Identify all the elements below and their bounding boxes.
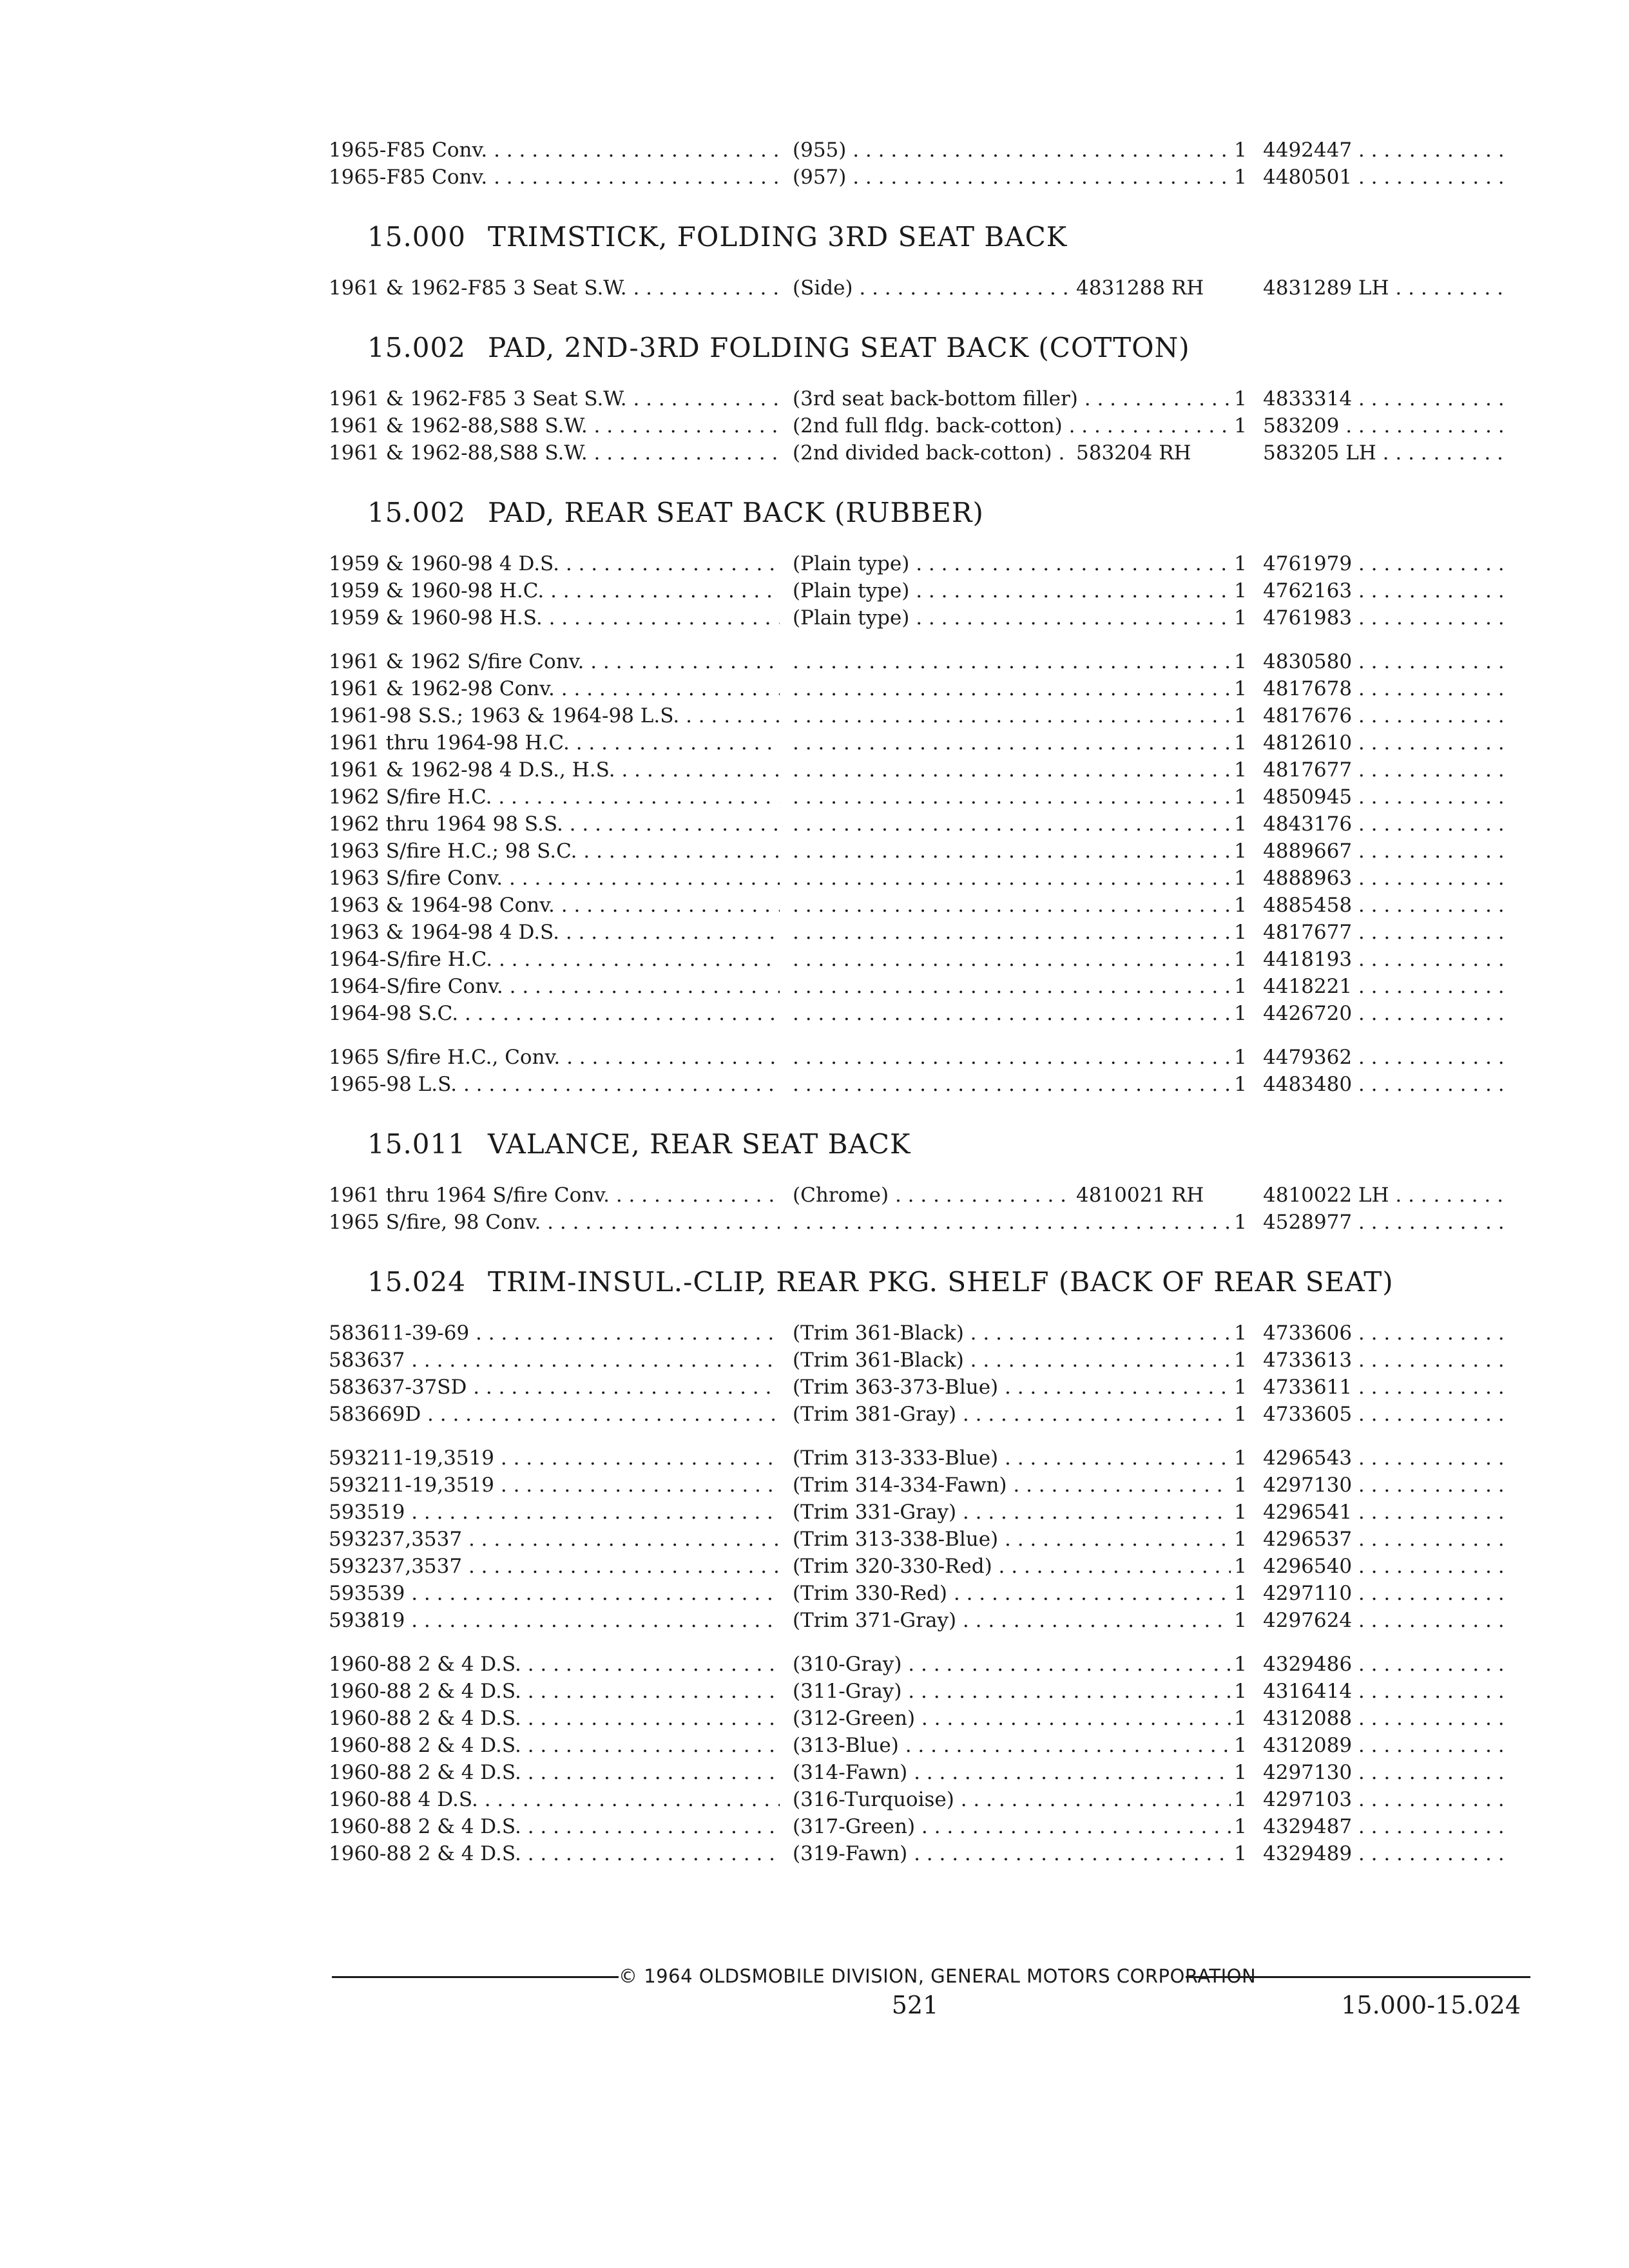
parts-row bbox=[329, 838, 1508, 865]
part-number-cell: 4296540 . . . bbox=[1263, 1553, 1508, 1580]
section-title: VALANCE, REAR SEAT BACK bbox=[487, 1128, 911, 1160]
part-number-cell: 4812610 . . . bbox=[1263, 729, 1508, 756]
part-number-cell: 4418221 . . . bbox=[1263, 973, 1508, 1000]
quantity-cell: 1 bbox=[1234, 1555, 1247, 1578]
description-cell: (Trim 361-Black) . . . bbox=[793, 1347, 1231, 1374]
model-cell: 583637 . . . bbox=[329, 1347, 780, 1374]
model-cell: 1964-S/fire Conv. . . . bbox=[329, 973, 780, 1000]
parts-row bbox=[329, 1044, 1508, 1071]
quantity-cell: 1 bbox=[1234, 840, 1247, 863]
quantity-cell: 1 bbox=[1234, 166, 1247, 189]
part-number-cell: 4297130 . . . bbox=[1263, 1472, 1508, 1499]
parts-row bbox=[329, 946, 1508, 973]
model-cell: 1959 & 1960-98 H.C. . . . bbox=[329, 577, 780, 604]
model-cell: 1963 & 1964-98 4 D.S. . . . bbox=[329, 919, 780, 946]
part-number-cell: 4810022 LH . . . bbox=[1263, 1182, 1508, 1209]
part-number-cell: 4885458 . . . bbox=[1263, 892, 1508, 919]
model-cell: 1965 S/fire, 98 Conv. . . . bbox=[329, 1209, 780, 1236]
part-number-cell: 4762163 . . . bbox=[1263, 577, 1508, 604]
spacer bbox=[329, 1634, 1508, 1651]
parts-row bbox=[329, 550, 1508, 577]
parts-row bbox=[329, 1401, 1508, 1428]
description-cell: (319-Fawn) . . . bbox=[793, 1840, 1231, 1867]
section-number: 15.002 bbox=[367, 332, 466, 363]
page-number: 521 bbox=[891, 1991, 939, 2019]
description-cell: (Trim 361-Black) . . . bbox=[793, 1320, 1231, 1347]
section-title: PAD, REAR SEAT BACK (RUBBER) bbox=[487, 497, 984, 528]
model-cell: 593539 . . . bbox=[329, 1580, 780, 1607]
section-heading bbox=[367, 495, 1508, 531]
quantity-cell: 1 bbox=[1234, 1653, 1247, 1676]
quantity-cell: 1 bbox=[1234, 921, 1247, 944]
model-cell: 1961-98 S.S.; 1963 & 1964-98 L.S. . . . bbox=[329, 702, 780, 729]
part-number-cell: 4297110 . . . bbox=[1263, 1580, 1508, 1607]
model-cell: 1961 & 1962-F85 3 Seat S.W. . . . bbox=[329, 385, 780, 412]
spacer bbox=[329, 631, 1508, 648]
quantity-cell: 1 bbox=[1234, 785, 1247, 809]
quantity-cell: 1 bbox=[1234, 1474, 1247, 1497]
parts-row bbox=[329, 274, 1508, 302]
part-number-cell: 4817677 . . . bbox=[1263, 919, 1508, 946]
quantity-cell: 1 bbox=[1234, 1501, 1247, 1524]
model-cell: 1959 & 1960-98 4 D.S. . . . bbox=[329, 550, 780, 577]
model-cell: 1961 & 1962-98 Conv. . . . bbox=[329, 675, 780, 702]
model-cell: 1962 S/fire H.C. . . . bbox=[329, 783, 780, 811]
model-cell: 1961 & 1962-F85 3 Seat S.W. . . . bbox=[329, 274, 780, 302]
quantity-cell: 1 bbox=[1234, 1815, 1247, 1838]
part-number-cell: 4312088 . . . bbox=[1263, 1705, 1508, 1732]
model-cell: 1960-88 2 & 4 D.S. . . . bbox=[329, 1840, 780, 1867]
parts-row bbox=[329, 1499, 1508, 1526]
parts-row bbox=[329, 1374, 1508, 1401]
quantity-cell: 1 bbox=[1234, 867, 1247, 890]
parts-row bbox=[329, 729, 1508, 756]
part-number-cell: 4329489 . . . bbox=[1263, 1840, 1508, 1867]
quantity-cell: 1 bbox=[1234, 948, 1247, 971]
quantity-cell: 1 bbox=[1234, 1073, 1247, 1096]
parts-row bbox=[329, 1347, 1508, 1374]
part-number-cell: 4733605 . . . bbox=[1263, 1401, 1508, 1428]
part-number-cell: 4831289 LH . . . bbox=[1263, 274, 1508, 302]
part-number-cell: 4297624 . . . bbox=[1263, 1607, 1508, 1634]
spacer bbox=[329, 1236, 1508, 1264]
description-cell: (957) . . . bbox=[793, 164, 1231, 191]
quantity-cell: 1 bbox=[1234, 1788, 1247, 1811]
part-number-cell: 4426720 . . . bbox=[1263, 1000, 1508, 1027]
quantity-cell: 1 bbox=[1234, 1734, 1247, 1757]
quantity-cell: 1 bbox=[1234, 1321, 1247, 1345]
part-number-cell: 4817677 . . . bbox=[1263, 756, 1508, 783]
part-number-cell: 4761983 . . . bbox=[1263, 604, 1508, 631]
quantity-cell: 1 bbox=[1234, 579, 1247, 602]
part-number-cell: 4830580 . . . bbox=[1263, 648, 1508, 675]
part-number-cell: 4843176 . . . bbox=[1263, 811, 1508, 838]
spacer bbox=[329, 1300, 1508, 1320]
quantity-cell: 1 bbox=[1234, 1446, 1247, 1470]
description-cell bbox=[793, 756, 1231, 783]
part-number-cell: 4316414 . . . bbox=[1263, 1678, 1508, 1705]
parts-row bbox=[329, 1732, 1508, 1759]
model-cell: 1961 & 1962-88,S88 S.W. . . . bbox=[329, 412, 780, 439]
description-cell bbox=[793, 702, 1231, 729]
part-number-cell: 4833314 . . . bbox=[1263, 385, 1508, 412]
description-cell: (316-Turquoise) . . . bbox=[793, 1786, 1231, 1813]
part-number-cell: 4418193 . . . bbox=[1263, 946, 1508, 973]
model-cell: 1964-98 S.C. . . . bbox=[329, 1000, 780, 1027]
description-cell bbox=[793, 648, 1231, 675]
parts-row bbox=[329, 648, 1508, 675]
quantity-cell: 1 bbox=[1234, 650, 1247, 673]
spacer bbox=[329, 191, 1508, 219]
part-number-cell: 4329486 . . . bbox=[1263, 1651, 1508, 1678]
part-number-cell: 4480501 . . . bbox=[1263, 164, 1508, 191]
quantity-cell: 1 bbox=[1234, 1046, 1247, 1069]
spacer bbox=[329, 1027, 1508, 1044]
parts-row bbox=[329, 385, 1508, 412]
quantity-cell: 1 bbox=[1234, 1528, 1247, 1551]
part-number-cell: 4733611 . . . bbox=[1263, 1374, 1508, 1401]
parts-row bbox=[329, 1209, 1508, 1236]
model-cell: 593819 . . . bbox=[329, 1607, 780, 1634]
description-cell bbox=[793, 973, 1231, 1000]
rh-part-cell: 4810021 RH bbox=[1076, 1184, 1204, 1207]
quantity-cell: 1 bbox=[1234, 1211, 1247, 1234]
part-number-cell: 4296537 . . . bbox=[1263, 1526, 1508, 1553]
part-number-cell: 4483480 . . . bbox=[1263, 1071, 1508, 1098]
part-number-cell: 4817678 . . . bbox=[1263, 675, 1508, 702]
description-cell bbox=[793, 811, 1231, 838]
parts-row bbox=[329, 1678, 1508, 1705]
description-cell: (Trim 320-330-Red) . . . bbox=[793, 1553, 1231, 1580]
description-cell: (3rd seat back-bottom filler) . . . bbox=[793, 385, 1231, 412]
parts-row bbox=[329, 1786, 1508, 1813]
section-number: 15.002 bbox=[367, 497, 466, 528]
parts-row bbox=[329, 1472, 1508, 1499]
spacer bbox=[329, 1428, 1508, 1445]
quantity-cell: 1 bbox=[1234, 1376, 1247, 1399]
description-cell bbox=[793, 1044, 1231, 1071]
model-cell: 1960-88 4 D.S. . . . bbox=[329, 1786, 780, 1813]
parts-row bbox=[329, 604, 1508, 631]
quantity-cell: 1 bbox=[1234, 894, 1247, 917]
section-range: 15.000-15.024 bbox=[1341, 1991, 1521, 2019]
quantity-cell: 1 bbox=[1234, 606, 1247, 629]
description-cell: (955) . . . bbox=[793, 137, 1231, 164]
description-cell: (314-Fawn) . . . bbox=[793, 1759, 1231, 1786]
parts-row bbox=[329, 1580, 1508, 1607]
spacer bbox=[329, 466, 1508, 495]
part-number-cell: 4296541 . . . bbox=[1263, 1499, 1508, 1526]
parts-row bbox=[329, 1840, 1508, 1867]
section-heading bbox=[367, 219, 1508, 255]
parts-row bbox=[329, 1651, 1508, 1678]
part-number-cell: 4492447 . . . bbox=[1263, 137, 1508, 164]
parts-row bbox=[329, 783, 1508, 811]
spacer bbox=[329, 1162, 1508, 1182]
description-cell: (313-Blue) . . . bbox=[793, 1732, 1231, 1759]
model-cell: 1963 S/fire H.C.; 98 S.C. . . . bbox=[329, 838, 780, 865]
part-number-cell: 4888963 . . . bbox=[1263, 865, 1508, 892]
quantity-cell: 1 bbox=[1234, 812, 1247, 836]
model-cell: 583669D . . . bbox=[329, 1401, 780, 1428]
description-cell: (317-Green) . . . bbox=[793, 1813, 1231, 1840]
part-number-cell: 4296543 . . . bbox=[1263, 1445, 1508, 1472]
quantity-cell: 1 bbox=[1234, 552, 1247, 575]
rh-part-cell: 583204 RH bbox=[1076, 441, 1191, 465]
section-number: 15.024 bbox=[367, 1266, 466, 1298]
model-cell: 1965-F85 Conv. . . . bbox=[329, 137, 780, 164]
model-cell: 1960-88 2 & 4 D.S. . . . bbox=[329, 1705, 780, 1732]
parts-row bbox=[329, 164, 1508, 191]
section-number: 15.000 bbox=[367, 221, 466, 253]
model-cell: 1960-88 2 & 4 D.S. . . . bbox=[329, 1651, 780, 1678]
quantity-cell: 1 bbox=[1234, 677, 1247, 700]
description-cell: (Trim 313-338-Blue) . . . bbox=[793, 1526, 1231, 1553]
quantity-cell: 1 bbox=[1234, 1582, 1247, 1605]
quantity-cell: 1 bbox=[1234, 414, 1247, 437]
model-cell: 1960-88 2 & 4 D.S. . . . bbox=[329, 1732, 780, 1759]
model-cell: 1963 S/fire Conv. . . . bbox=[329, 865, 780, 892]
description-cell bbox=[793, 729, 1231, 756]
parts-row bbox=[329, 1607, 1508, 1634]
description-cell: (310-Gray) . . . bbox=[793, 1651, 1231, 1678]
quantity-cell: 1 bbox=[1234, 975, 1247, 998]
parts-row bbox=[329, 577, 1508, 604]
description-cell: (Plain type) . . . bbox=[793, 604, 1231, 631]
quantity-cell: 1 bbox=[1234, 1403, 1247, 1426]
model-cell: 1965-F85 Conv. . . . bbox=[329, 164, 780, 191]
description-cell: (Trim 371-Gray) . . . bbox=[793, 1607, 1231, 1634]
description-cell bbox=[793, 1071, 1231, 1098]
description-cell bbox=[793, 865, 1231, 892]
section-number: 15.011 bbox=[367, 1128, 466, 1160]
section-heading bbox=[367, 330, 1508, 366]
footer-copyright: © 1964 OLDSMOBILE DIVISION, GENERAL MOTORS CORPORATION bbox=[619, 1965, 1257, 1987]
parts-row bbox=[329, 412, 1508, 439]
description-cell: (Side) . . . bbox=[793, 274, 1070, 302]
part-number-cell: 4312089 . . . bbox=[1263, 1732, 1508, 1759]
model-cell: 1960-88 2 & 4 D.S. . . . bbox=[329, 1759, 780, 1786]
description-cell: (Trim 330-Red) . . . bbox=[793, 1580, 1231, 1607]
model-cell: 593211-19,3519 . . . bbox=[329, 1445, 780, 1472]
part-number-cell: 4297130 . . . bbox=[1263, 1759, 1508, 1786]
parts-row bbox=[329, 1000, 1508, 1027]
model-cell: 1960-88 2 & 4 D.S. . . . bbox=[329, 1813, 780, 1840]
description-cell bbox=[793, 892, 1231, 919]
quantity-cell: 1 bbox=[1234, 1609, 1247, 1632]
parts-row bbox=[329, 892, 1508, 919]
parts-row bbox=[329, 1445, 1508, 1472]
part-number-cell: 583205 LH . . . bbox=[1263, 439, 1508, 466]
parts-row bbox=[329, 811, 1508, 838]
part-number-cell: 4329487 . . . bbox=[1263, 1813, 1508, 1840]
description-cell: (Trim 313-333-Blue) . . . bbox=[793, 1445, 1231, 1472]
rh-part-cell: 4831288 RH bbox=[1076, 276, 1204, 300]
model-cell: 593519 . . . bbox=[329, 1499, 780, 1526]
quantity-cell: 1 bbox=[1234, 1680, 1247, 1703]
part-number-cell: 4817676 . . . bbox=[1263, 702, 1508, 729]
description-cell: (Trim 381-Gray) . . . bbox=[793, 1401, 1231, 1428]
model-cell: 583637-37SD . . . bbox=[329, 1374, 780, 1401]
quantity-cell: 1 bbox=[1234, 704, 1247, 727]
description-cell: (311-Gray) . . . bbox=[793, 1678, 1231, 1705]
quantity-cell: 1 bbox=[1234, 758, 1247, 782]
quantity-cell: 1 bbox=[1234, 731, 1247, 754]
description-cell: (Trim 331-Gray) . . . bbox=[793, 1499, 1231, 1526]
part-number-cell: 4733613 . . . bbox=[1263, 1347, 1508, 1374]
model-cell: 1962 thru 1964 98 S.S. . . . bbox=[329, 811, 780, 838]
section-title: TRIM-INSUL.-CLIP, REAR PKG. SHELF (BACK OF REAR SEAT) bbox=[487, 1266, 1394, 1298]
model-cell: 583611-39-69 . . . bbox=[329, 1320, 780, 1347]
description-cell: (Trim 314-334-Fawn) . . . bbox=[793, 1472, 1231, 1499]
spacer bbox=[329, 1098, 1508, 1126]
description-cell: (2nd divided back-cotton) . . . bbox=[793, 439, 1070, 466]
description-cell: (Plain type) . . . bbox=[793, 577, 1231, 604]
spacer bbox=[329, 531, 1508, 550]
model-cell: 593237,3537 . . . bbox=[329, 1553, 780, 1580]
model-cell: 1961 & 1962-98 4 D.S., H.S. . . . bbox=[329, 756, 780, 783]
description-cell bbox=[793, 1000, 1231, 1027]
quantity-cell: 1 bbox=[1234, 1002, 1247, 1025]
parts-row bbox=[329, 973, 1508, 1000]
description-cell bbox=[793, 783, 1231, 811]
description-cell bbox=[793, 838, 1231, 865]
model-cell: 1963 & 1964-98 Conv. . . . bbox=[329, 892, 780, 919]
quantity-cell: 1 bbox=[1234, 387, 1247, 410]
part-number-cell: 583209 . . . bbox=[1263, 412, 1508, 439]
section-heading bbox=[367, 1264, 1508, 1300]
model-cell: 1965 S/fire H.C., Conv. . . . bbox=[329, 1044, 780, 1071]
parts-row bbox=[329, 1320, 1508, 1347]
part-number-cell: 4889667 . . . bbox=[1263, 838, 1508, 865]
part-number-cell: 4850945 . . . bbox=[1263, 783, 1508, 811]
spacer bbox=[329, 366, 1508, 385]
section-title: PAD, 2ND-3RD FOLDING SEAT BACK (COTTON) bbox=[487, 332, 1190, 363]
parts-row bbox=[329, 1526, 1508, 1553]
parts-row bbox=[329, 919, 1508, 946]
parts-row bbox=[329, 1182, 1508, 1209]
model-cell: 593211-19,3519 . . . bbox=[329, 1472, 780, 1499]
section-heading bbox=[367, 1126, 1508, 1162]
parts-row bbox=[329, 1759, 1508, 1786]
parts-row bbox=[329, 1071, 1508, 1098]
parts-row bbox=[329, 137, 1508, 164]
model-cell: 1961 & 1962 S/fire Conv. . . . bbox=[329, 648, 780, 675]
parts-row bbox=[329, 1553, 1508, 1580]
part-number-cell: 4297103 . . . bbox=[1263, 1786, 1508, 1813]
description-cell: (312-Green) . . . bbox=[793, 1705, 1231, 1732]
part-number-cell: 4479362 . . . bbox=[1263, 1044, 1508, 1071]
parts-listing bbox=[329, 137, 1508, 1867]
parts-row bbox=[329, 756, 1508, 783]
model-cell: 1960-88 2 & 4 D.S. . . . bbox=[329, 1678, 780, 1705]
description-cell: (Plain type) . . . bbox=[793, 550, 1231, 577]
parts-row bbox=[329, 1813, 1508, 1840]
model-cell: 593237,3537 . . . bbox=[329, 1526, 780, 1553]
description-cell: (Chrome) . . . bbox=[793, 1182, 1070, 1209]
description-cell bbox=[793, 675, 1231, 702]
parts-row bbox=[329, 439, 1508, 466]
quantity-cell: 1 bbox=[1234, 1707, 1247, 1730]
parts-row bbox=[329, 1705, 1508, 1732]
model-cell: 1964-S/fire H.C. . . . bbox=[329, 946, 780, 973]
part-number-cell: 4528977 . . . bbox=[1263, 1209, 1508, 1236]
part-number-cell: 4761979 . . . bbox=[1263, 550, 1508, 577]
quantity-cell: 1 bbox=[1234, 1349, 1247, 1372]
description-cell bbox=[793, 919, 1231, 946]
description-cell: (2nd full fldg. back-cotton) . . . bbox=[793, 412, 1231, 439]
quantity-cell: 1 bbox=[1234, 1842, 1247, 1865]
model-cell: 1961 & 1962-88,S88 S.W. . . . bbox=[329, 439, 780, 466]
spacer bbox=[329, 255, 1508, 274]
part-number-cell: 4733606 . . . bbox=[1263, 1320, 1508, 1347]
section-title: TRIMSTICK, FOLDING 3RD SEAT BACK bbox=[487, 221, 1068, 253]
parts-row bbox=[329, 702, 1508, 729]
description-cell bbox=[793, 1209, 1231, 1236]
model-cell: 1959 & 1960-98 H.S. . . . bbox=[329, 604, 780, 631]
description-cell: (Trim 363-373-Blue) . . . bbox=[793, 1374, 1231, 1401]
model-cell: 1961 thru 1964-98 H.C. . . . bbox=[329, 729, 780, 756]
spacer bbox=[329, 302, 1508, 330]
parts-row bbox=[329, 675, 1508, 702]
model-cell: 1961 thru 1964 S/fire Conv. . . . bbox=[329, 1182, 780, 1209]
model-cell: 1965-98 L.S. . . . bbox=[329, 1071, 780, 1098]
quantity-cell: 1 bbox=[1234, 139, 1247, 162]
description-cell bbox=[793, 946, 1231, 973]
quantity-cell: 1 bbox=[1234, 1761, 1247, 1784]
parts-row bbox=[329, 865, 1508, 892]
